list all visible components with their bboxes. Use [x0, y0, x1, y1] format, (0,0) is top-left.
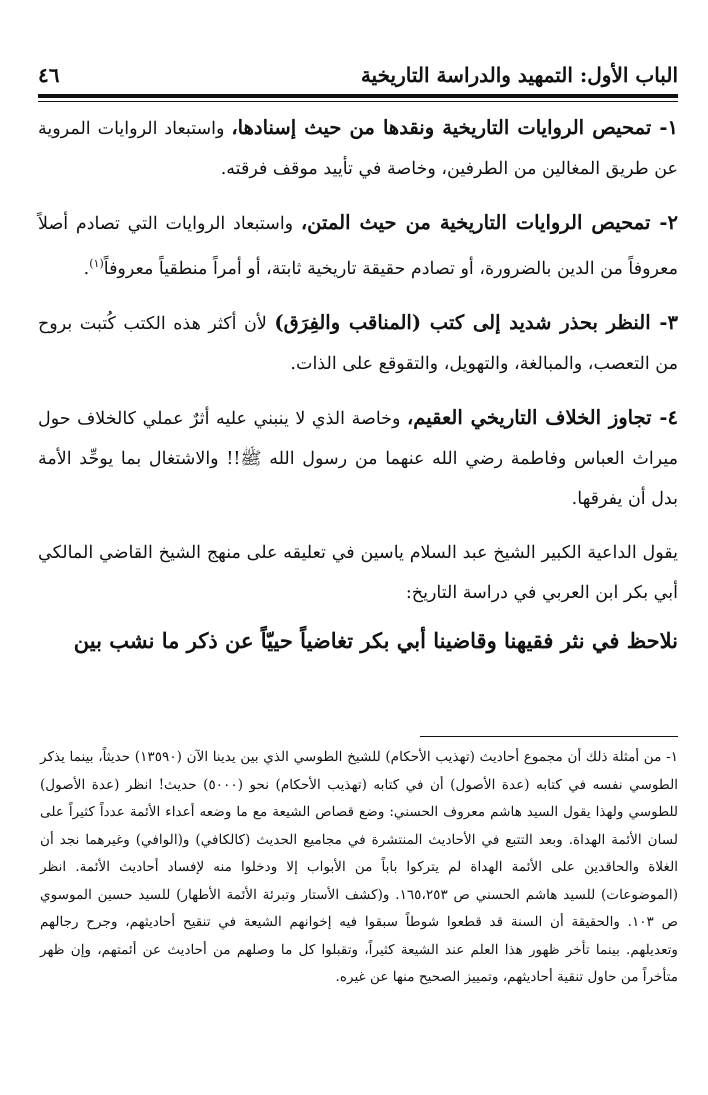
header-rule-thick — [38, 94, 678, 98]
page-number: ٤٦ — [38, 63, 60, 87]
footnote-separator — [420, 736, 678, 737]
footnote-ref: (١) — [89, 257, 104, 270]
item-3-lead: ٣- النظر بحذر شديد إلى كتب (المناقب والفِرَق) — [274, 310, 678, 334]
quote-start: نلاحظ في نثر فقيهنا وقاضينا أبي بكر تغاضياً حييّاً عن ذكر ما نشب بين — [73, 627, 678, 653]
list-item-2 — [38, 203, 678, 289]
item-3-text: لأن أكثر هذه الكتب كُتبت بروح من التعصب، والمبالغة، والتهويل، والتقوقع على الذات. — [38, 313, 678, 374]
item-2-lead: ٢- تمحيص الروايات التاريخية من حيث المتن، — [300, 211, 678, 234]
list-item-1 — [38, 108, 678, 189]
chapter-title: الباب الأول: التمهيد والدراسة التاريخية — [360, 63, 678, 87]
item-4-lead: ٤- تجاوز الخلاف التاريخي العقيم، — [406, 405, 678, 429]
quote-intro: يقول الداعية الكبير الشيخ عبد السلام ياسين في تعليقه على منهج الشيخ القاضي المالكي أبي بكر ابن العربي في دراسة التاريخ: — [38, 542, 678, 603]
item-2-end: . — [83, 258, 90, 279]
item-2-text: واستبعاد الروايات التي تصادم أصلاً معروفاً من الدين بالضرورة، أو تصادم حقيقة تاريخية ثابتة، أو أمراً منطقياً معروفاً — [38, 214, 678, 279]
item-1-text: واستبعاد الروايات المروية عن طريق المغالين من الطرفين، وخاصة في تأييد موقف فرقته. — [38, 119, 678, 179]
main-text — [38, 108, 678, 675]
item-4-text: وخاصة الذي لا ينبني عليه أثرٌ عملي كالخلاف حول ميراث العباس وفاطمة رضي الله عنهما من رسول الله ﷺ!! والاشتغال بما يوحِّد الأمة بدل أن يفرقها. — [38, 408, 678, 509]
header-rule-thin — [38, 101, 678, 102]
list-item-3 — [38, 303, 678, 384]
running-header — [38, 58, 678, 92]
list-item-4 — [38, 398, 678, 519]
item-1-lead: ١- تمحيص الروايات التاريخية ونقدها من حيث إسنادها، — [231, 116, 678, 139]
footnote-1: ١- من أمثلة ذلك أن مجموع أحاديث (تهذيب الأحكام) للشيخ الطوسي الذي بين يدينا الآن (١٣٥٩٠) حديثاً، بينما يذكر الطوسي نفسه في كتابه (عدة الأصول) أن في كتابه (تهذيب الأحكام) نحو (٥٠٠٠) حديث! انظر (عدة الأصول) للطوسي ولهذا يقول السيد هاشم معروف الحسني: وضع قصاص الشيعة مع ما وضعه أعداء الأئمة عدداً كثيراً على لسان الأئمة الهداة. وبعد التتبع في الأحاديث المنتشرة في مجاميع الحديث (كالكافي) و(الوافي) وغيرهما نجد أن الغلاة والحاقدين على الأئمة الهداة لم يتركوا باباً من الأبواب إلا ودخلوا منه لإفساد أحاديث الأئمة. انظر (الموضوعات) للسيد هاشم الحسني ص ١٦٥،٢٥٣. و(كشف الأستار وتبرئة الأئمة الأطهار) للسيد حسين الموسوي ص ١٠٣. والحقيقة أن السنة قد قطعوا شوطاً سبقوا فيه إخوانهم الشيعة في تنقيح أحاديثهم، وجرح رجالهم وتعديلهم. بينما تأخر ظهور هذا العلم عند الشيعة كثيراً، وتقبلوا كل ما وصلهم من أحاديث عن أئمتهم، وإن ظهر متأخراً من حاول تنقية أحاديثهم، وتمييز الصحيح منها عن غيره. — [40, 749, 679, 985]
